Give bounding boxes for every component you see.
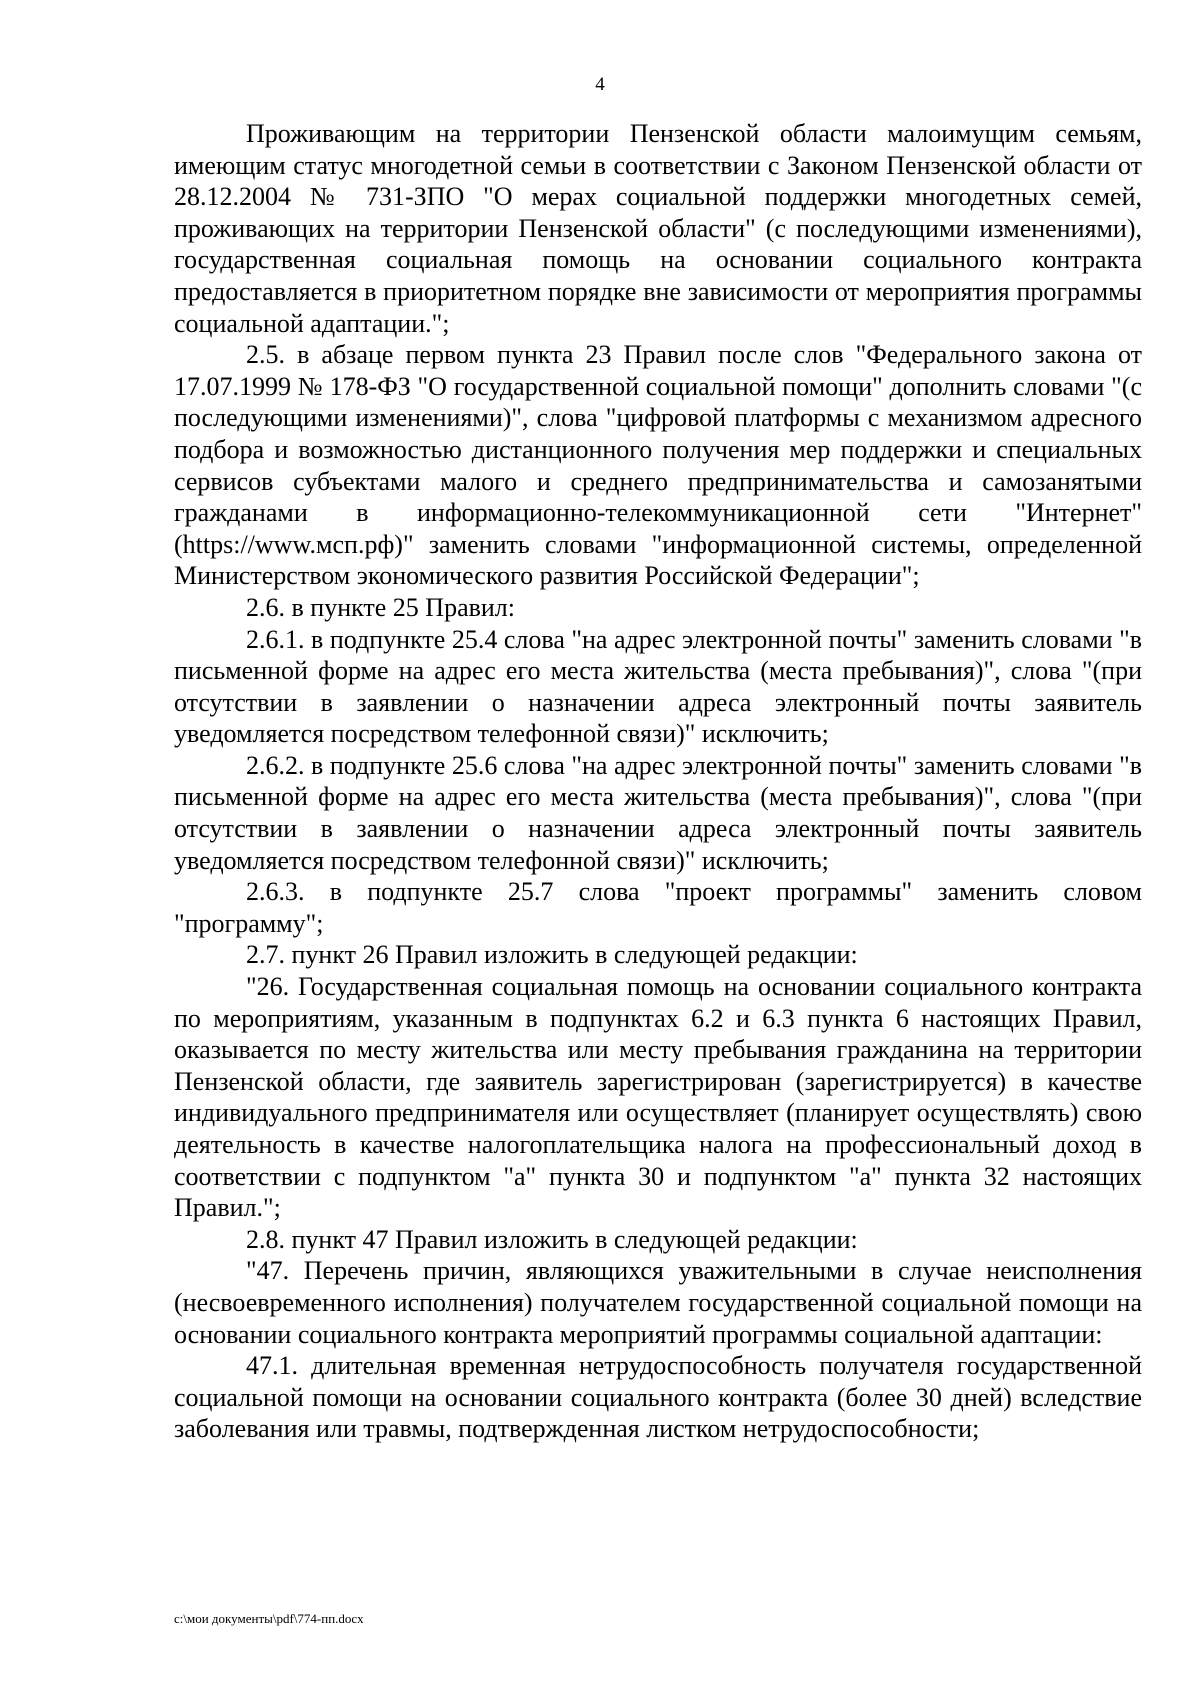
paragraph-2-8: 2.8. пункт 47 Правил изложить в следующей редакции: <box>246 1224 858 1254</box>
paragraph-2-6: 2.6. в пункте 25 Правил: <box>246 592 516 622</box>
document-body <box>174 118 1142 1445</box>
paragraph-2-6-2: 2.6.2. в подпункте 25.6 слова "на адрес электронной почты" заменить словами "в письменной форме на адрес его места жительства (места пребывания)", слова "(при отсутствии в заявлении о назначении адреса электронный почты заявитель уведомляется посредством телефонной связи)" исключить; <box>174 750 1142 875</box>
paragraph-2-7: 2.7. пункт 26 Правил изложить в следующей редакции: <box>246 940 858 970</box>
paragraph-2-6-3: 2.6.3. в подпункте 25.7 слова "проект программы" заменить словом "программу"; <box>174 877 1142 938</box>
footer-file-path: c:\мои документы\pdf\774-пп.docx <box>174 1611 364 1626</box>
paragraph-intro: Проживающим на территории Пензенской области малоимущим семьям, имеющим статус многодетной семьи в соответствии с Законом Пензенской области от 28.12.2004 № 731-ЗПО "О мерах социальной поддержки многодетных семей, проживающих на территории Пензенской области" (с последующими изменениями), государственная социальная помощь на основании социального контракта предоставляется в приоритетном порядке вне зависимости от мероприятия программы социальной адаптации."; <box>174 119 1142 338</box>
paragraph-47-1: 47.1. длительная временная нетрудоспособность получателя государственной социальной помощи на основании социального контракта (более 30 дней) вследствие заболевания или травмы, подтвержденная листком нетрудоспособности; <box>174 1351 1142 1444</box>
paragraph-26: "26. Государственная социальная помощь на основании социального контракта по мероприятиям, указанным в подпунктах 6.2 и 6.3 пункта 6 настоящих Правил, оказывается по месту жительства или месту пребывания гражданина на территории Пензенской области, где заявитель зарегистрирован (зарегистрируется) в качестве индивидуального предпринимателя или осуществляет (планирует осуществлять) свою деятельность в качестве налогоплательщика налога на профессиональный доход в соответствии с подпунктом "а" пункта 30 и подпунктом "а" пункта 32 настоящих Правил."; <box>174 972 1142 1223</box>
paragraph-47: "47. Перечень причин, являющихся уважительными в случае неисполнения (несвоевременного исполнения) получателем государственной социальной помощи на основании социального контракта мероприятий программы социальной адаптации: <box>174 1256 1142 1349</box>
page-number: 4 <box>595 74 605 95</box>
paragraph-2-5: 2.5. в абзаце первом пункта 23 Правил после слов "Федерального закона от 17.07.1999 № 178-ФЗ "О государственной социальной помощи" дополнить словами "(с последующими изменениями)", слова "цифровой платформы с механизмом адресного подбора и возможностью дистанционного получения мер поддержки и специальных сервисов субъектами малого и среднего предпринимательства и самозанятыми гражданами в информационно-телекоммуникационной сети "Интернет" (https://www.мсп.рф)" заменить словами "информационной системы, определенной Министерством экономического развития Российской Федерации"; <box>174 340 1142 591</box>
paragraph-2-6-1: 2.6.1. в подпункте 25.4 слова "на адрес электронной почты" заменить словами "в письменной форме на адрес его места жительства (места пребывания)", слова "(при отсутствии в заявлении о назначении адреса электронный почты заявитель уведомляется посредством телефонной связи)" исключить; <box>174 624 1142 749</box>
